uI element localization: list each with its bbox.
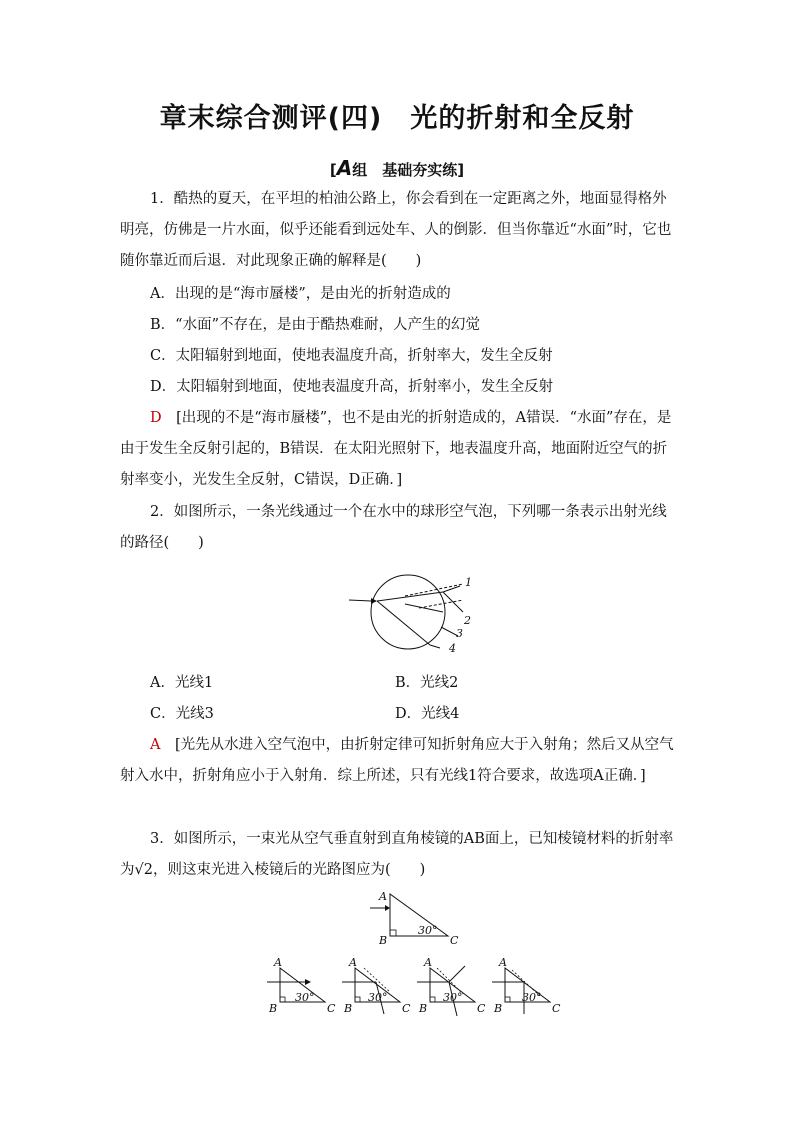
section-subtitle [0, 156, 794, 180]
prism-label-b: B [379, 934, 388, 947]
opt-a-label-b: B [269, 1002, 278, 1015]
q2-option-c: C．光线3 [150, 706, 214, 722]
ray-label-3: 3 [456, 627, 463, 640]
q2-answer-block [120, 730, 675, 792]
opt-d-label-angle: 30° [522, 991, 542, 1004]
opt-b-label-b: B [344, 1002, 353, 1015]
q2-option-b: B．光线2 [395, 675, 459, 691]
q2-option-a: A．光线1 [150, 675, 214, 691]
opt-a-label-a: A [274, 958, 282, 969]
q1-answer: D [150, 410, 162, 426]
opt-d-label-c: C [552, 1002, 561, 1015]
q2-stem: 2．如图所示，一条光线通过一个在水中的球形空气泡，下列哪一条表示出射光线的路径( ) [120, 504, 667, 551]
page-title: 章末综合测评(四) 光的折射和全反射 [159, 103, 635, 134]
option-a-figure [265, 958, 337, 1016]
opt-b-label-a: A [349, 958, 357, 969]
q1-option-a: A．出现的是“海市蜃楼”，是由光的折射造成的 [150, 286, 451, 302]
bracket-open: [ [329, 161, 337, 179]
ray-label-4: 4 [449, 642, 456, 655]
option-d-figure [490, 958, 562, 1016]
q1-option-c: C．太阳辐射到地面，使地表温度升高，折射率大，发生全反射 [150, 348, 553, 364]
q2-answer: A [150, 737, 161, 753]
opt-a-label-angle: 30° [295, 991, 315, 1004]
q1-explanation: [出现的不是“海市蜃楼”，也不是由光的折射造成的，A错误．“水面”存在，是由于发生全反射引起的，B错误．在太阳光照射下，地表温度升高，地面附近空气的折射率变小，光发生全反射，C错误，D正确．] [120, 410, 672, 488]
group-text: 组 基础夯实练 [352, 161, 458, 179]
bubble-figure [345, 570, 480, 658]
q1-option-b: B．“水面”不存在，是由于酷热难耐，人产生的幻觉 [150, 317, 480, 333]
opt-a-label-c: C [327, 1002, 336, 1015]
opt-c-label-c: C [477, 1002, 486, 1015]
prism-label-c: C [450, 934, 459, 947]
q2-option-d: D．光线4 [395, 706, 460, 722]
opt-d-label-b: B [494, 1002, 503, 1015]
opt-b-label-c: C [402, 1002, 411, 1015]
q2-explanation: [光先从水进入空气泡中，由折射定律可知折射角应大于入射角；然后又从空气射入水中，折射角应小于入射角．综上所述，只有光线1符合要求，故选项A正确．] [120, 737, 674, 784]
opt-c-label-a: A [424, 958, 432, 969]
bracket-close: ] [457, 161, 465, 179]
opt-c-label-b: B [419, 1002, 428, 1015]
prism-label-angle: 30° [418, 924, 438, 937]
ray-label-2: 2 [464, 614, 471, 627]
option-c-figure [415, 958, 487, 1016]
q1-option-d: D．太阳辐射到地面，使地表温度升高，折射率小，发生全反射 [150, 379, 554, 395]
option-b-figure [340, 958, 412, 1016]
opt-b-label-angle: 30° [368, 991, 388, 1004]
q1-answer-block [120, 403, 675, 496]
group-letter: A [336, 156, 353, 180]
ray-label-1: 1 [465, 576, 472, 589]
q3-stem: 3．如图所示，一束光从空气垂直射到直角棱镜的AB面上，已知棱镜材料的折射率为√2，则这束光进入棱镜后的光路图应为( ) [120, 831, 674, 878]
prism-figure [368, 888, 468, 950]
prism-label-a: A [379, 890, 387, 903]
opt-c-label-angle: 30° [443, 991, 463, 1004]
q1-stem: 1．酷热的夏天，在平坦的柏油公路上，你会看到在一定距离之外，地面显得格外明亮，仿佛是一片水面，似乎还能看到远处车、人的倒影．但当你靠近“水面”时，它也随你靠近而后退．对此现象正确的解释是( ) [120, 191, 672, 269]
opt-d-label-a: A [499, 958, 507, 969]
